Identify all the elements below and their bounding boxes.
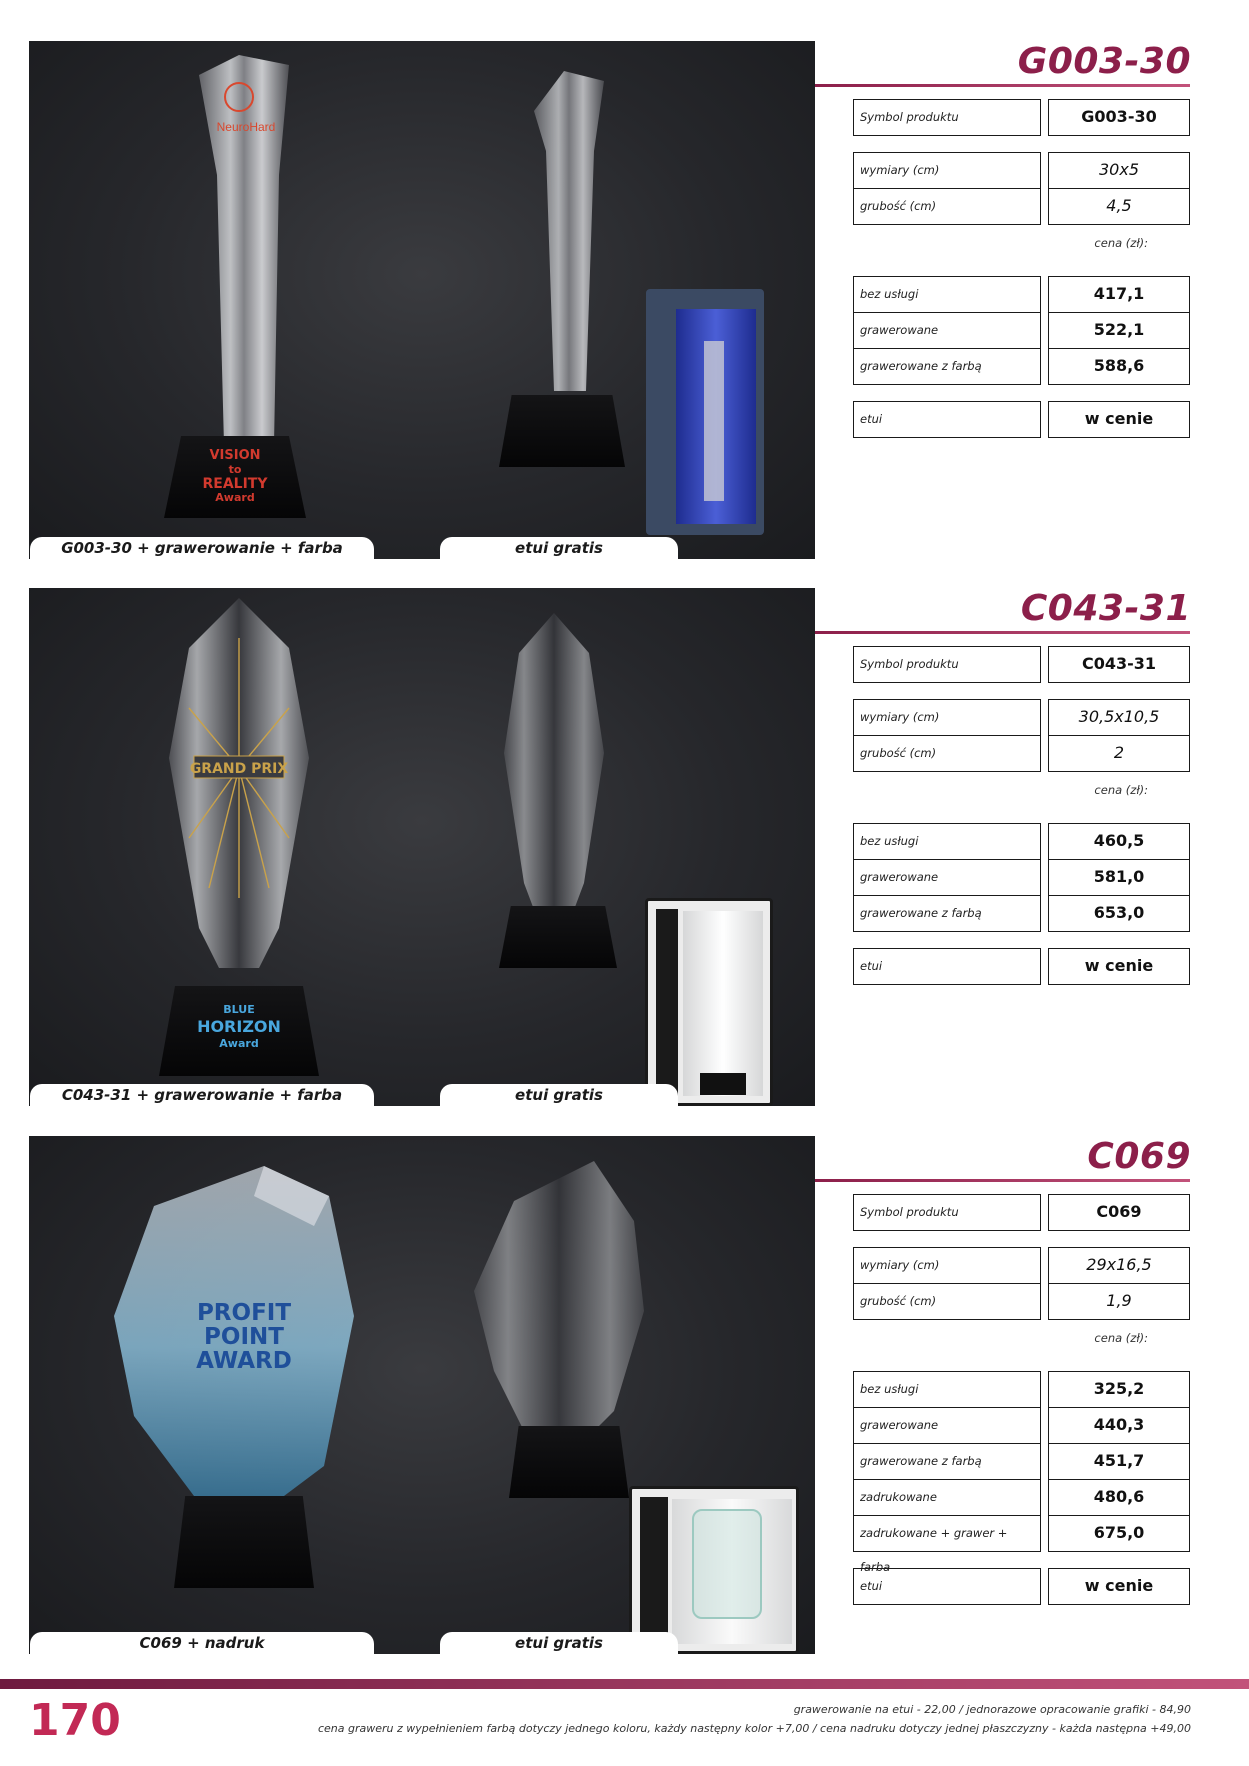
spec-row	[853, 1194, 1190, 1230]
spec-value: 2	[1048, 735, 1190, 772]
spec-label: wymiary (cm)	[853, 152, 1041, 189]
price-row	[853, 823, 1190, 859]
spec-label: Symbol produktu	[853, 99, 1041, 136]
trophy-base	[174, 1496, 314, 1588]
spec-label: grubość (cm)	[853, 1283, 1041, 1320]
spec-row	[853, 646, 1190, 682]
product-c043-31	[0, 588, 1249, 1136]
base-engraving: VISION to REALITY Award	[202, 448, 268, 504]
spec-row	[853, 152, 1190, 188]
price-row	[853, 1479, 1190, 1515]
spec-label: grubość (cm)	[853, 735, 1041, 772]
spec-value: 30,5x10,5	[1048, 699, 1190, 736]
price-value: 522,1	[1048, 312, 1190, 349]
trophy-base	[509, 1426, 629, 1498]
base-engraving: BLUE HORIZON Award	[197, 1003, 281, 1050]
product-title: C069	[1087, 1136, 1191, 1177]
etui-label: etui	[853, 1568, 1041, 1605]
product-title: G003-30	[1017, 41, 1191, 82]
price-row	[853, 1371, 1190, 1407]
crystal-trophy-engraved	[159, 598, 319, 978]
footer-note-2: cena graweru z wypełnieniem farbą dotyczy jednego koloru, każdy następny kolor +7,00 / cena nadruku dotyczy jednej płaszczyzny - każda następna +49,00	[317, 1722, 1191, 1735]
price-value: 451,7	[1048, 1443, 1190, 1480]
product-photo	[29, 1136, 815, 1654]
price-row	[853, 895, 1190, 931]
photo-caption-side: etui gratis	[440, 1632, 678, 1654]
spec-table	[853, 99, 1190, 437]
product-c069	[0, 1136, 1249, 1684]
photo-caption-main: C043-31 + grawerowanie + farba	[30, 1084, 374, 1106]
price-value: 460,5	[1048, 823, 1190, 860]
price-label: grawerowane z farbą	[853, 1443, 1041, 1480]
price-label: bez usługi	[853, 823, 1041, 860]
etui-value: w cenie	[1048, 1568, 1190, 1605]
crystal-trophy-plain	[524, 71, 614, 401]
footer-bar	[0, 1679, 1249, 1689]
spec-row	[853, 99, 1190, 135]
spec-value: C043-31	[1048, 646, 1190, 683]
product-photo	[29, 588, 815, 1106]
engraving-text: GRAND PRIX	[189, 761, 289, 777]
etui-label: etui	[853, 401, 1041, 438]
price-value: 325,2	[1048, 1371, 1190, 1408]
price-label: grawerowane z farbą	[853, 348, 1041, 385]
product-g003-30	[0, 41, 1249, 589]
product-title: C043-31	[1020, 588, 1191, 629]
price-value: 675,0	[1048, 1515, 1190, 1552]
etui-box	[629, 1486, 799, 1654]
etui-row	[853, 1568, 1190, 1604]
spec-table	[853, 1194, 1190, 1604]
price-header: cena (zł):	[1094, 236, 1148, 250]
spec-label: wymiary (cm)	[853, 699, 1041, 736]
etui-value: w cenie	[1048, 948, 1190, 985]
trophy-base	[499, 395, 625, 467]
price-value: 480,6	[1048, 1479, 1190, 1516]
spec-label: grubość (cm)	[853, 188, 1041, 225]
spec-value: C069	[1048, 1194, 1190, 1231]
spec-row	[853, 699, 1190, 735]
price-row	[853, 348, 1190, 384]
etui-box	[645, 898, 773, 1106]
price-header: cena (zł):	[1094, 1331, 1148, 1345]
crystal-trophy-plain	[474, 1161, 654, 1431]
title-divider	[815, 631, 1190, 634]
etui-row	[853, 948, 1190, 984]
spec-label: Symbol produktu	[853, 646, 1041, 683]
footer-note-1: grawerowanie na etui - 22,00 / jednorazowe opracowanie grafiki - 84,90	[793, 1703, 1191, 1716]
price-label: grawerowane	[853, 859, 1041, 896]
price-label: zadrukowane	[853, 1479, 1041, 1516]
price-value: 581,0	[1048, 859, 1190, 896]
price-row	[853, 1407, 1190, 1443]
price-value: 588,6	[1048, 348, 1190, 385]
spec-value: 1,9	[1048, 1283, 1190, 1320]
price-row	[853, 1443, 1190, 1479]
crystal-trophy-plain	[494, 613, 614, 933]
spec-row	[853, 1247, 1190, 1283]
price-row	[853, 1515, 1190, 1574]
print-text: PROFIT POINT AWARD	[196, 1300, 292, 1374]
spec-row	[853, 735, 1190, 771]
price-value: 440,3	[1048, 1407, 1190, 1444]
price-value: 417,1	[1048, 276, 1190, 313]
etui-value: w cenie	[1048, 401, 1190, 438]
spec-table	[853, 646, 1190, 984]
spec-value: G003-30	[1048, 99, 1190, 136]
price-label: grawerowane	[853, 1407, 1041, 1444]
price-row	[853, 276, 1190, 312]
page-number: 170	[29, 1695, 121, 1746]
price-label: grawerowane	[853, 312, 1041, 349]
spec-value: 30x5	[1048, 152, 1190, 189]
photo-caption-main: C069 + nadruk	[30, 1632, 374, 1654]
crystal-trophy-engraved	[179, 55, 319, 495]
price-label: bez usługi	[853, 276, 1041, 313]
title-divider	[815, 84, 1190, 87]
title-divider	[815, 1179, 1190, 1182]
product-photo	[29, 41, 815, 559]
photo-caption-main: G003-30 + grawerowanie + farba	[30, 537, 374, 559]
photo-caption-side: etui gratis	[440, 1084, 678, 1106]
price-row	[853, 312, 1190, 348]
etui-row	[853, 401, 1190, 437]
spec-value: 4,5	[1048, 188, 1190, 225]
spec-label: wymiary (cm)	[853, 1247, 1041, 1284]
trophy-base	[499, 906, 617, 968]
price-header: cena (zł):	[1094, 783, 1148, 797]
spec-label: Symbol produktu	[853, 1194, 1041, 1231]
spec-row	[853, 188, 1190, 224]
price-label: bez usługi	[853, 1371, 1041, 1408]
logo-text: NeuroHard	[216, 120, 276, 134]
spec-value: 29x16,5	[1048, 1247, 1190, 1284]
price-row	[853, 859, 1190, 895]
etui-label: etui	[853, 948, 1041, 985]
etui-box	[646, 289, 764, 535]
price-label: zadrukowane + grawer + farba	[853, 1515, 1041, 1552]
spec-row	[853, 1283, 1190, 1319]
price-value: 653,0	[1048, 895, 1190, 932]
price-label: grawerowane z farbą	[853, 895, 1041, 932]
photo-caption-side: etui gratis	[440, 537, 678, 559]
